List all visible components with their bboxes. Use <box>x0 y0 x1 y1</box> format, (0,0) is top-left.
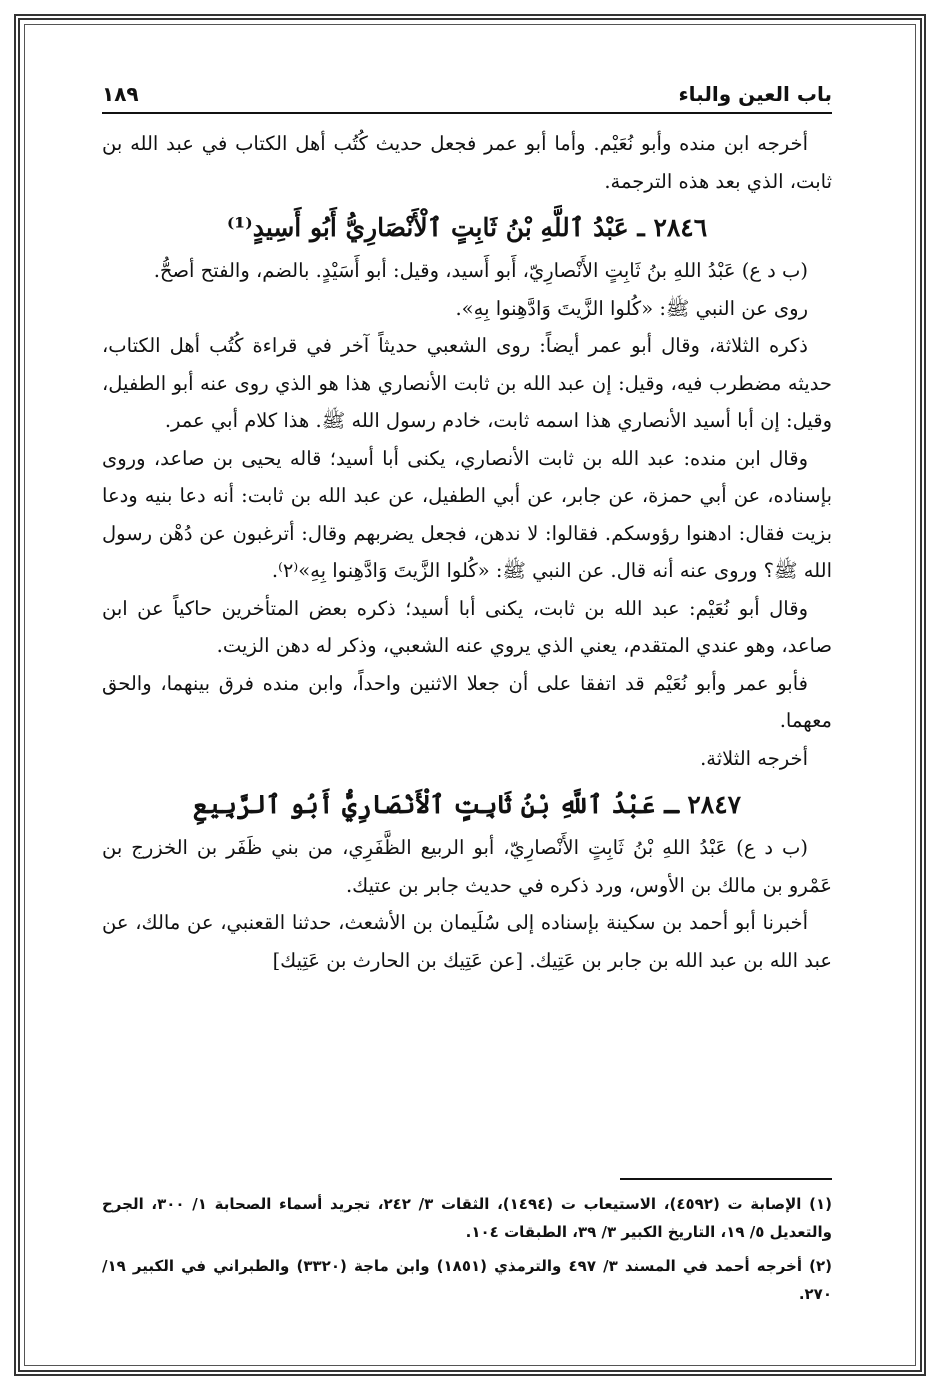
footnotes <box>102 1190 832 1314</box>
paragraph-2: (ب د ع) عَبْدُ اللهِ بنُ ثَابِتٍ الأَنْصارِيّ، أَبو أَسيد، وقيل: أبو أَسَيْدٍ. بالضم، والفتح أصحُّ. <box>153 259 808 282</box>
paragraph-4: ذكره الثلاثة، وقال أبو عمر أيضاً: روى الشعبي حديثاً آخر في قراءة كُتُب أهل الكتاب، حديثه مضطرب فيه، وقيل: إن عبد الله بن ثابت الأنصاري هذا هو الذي روى عنه أبو الطفيل، وقيل: إن أبا أسيد الأنصاري هذا اسمه ثابت، خادم رسول الله ﷺ. هذا كلام أبي عمر. <box>102 334 832 432</box>
paragraph-6: وقال أبو نُعَيْم: عبد الله بن ثابت، يكنى أبا أسيد؛ ذكره بعض المتأخرين حاكياً عن ابن صاعد، وهو عندي المتقدم، يعني الذي يروي عنه الشعبي، وذكر له دهن الزيت. <box>102 596 832 657</box>
paragraph-3: روى عن النبي ﷺ: «كُلوا الزَّيتَ وَادَّهِنوا بِهِ». <box>455 296 808 320</box>
paragraph-8: أخرجه الثلاثة. <box>700 746 808 770</box>
page-number: ١٨٩ <box>102 82 139 106</box>
paragraph-10: أخبرنا أبو أحمد بن سكينة بإسناده إلى سُلَيمان بن الأشعث، حدثنا القعنبي، عن مالك، عن عبد الله بن عبد الله بن جابر بن عَتِيك. [عن عَتِيك بن الحارث بن عَتِيك] <box>102 911 832 972</box>
paragraph-9: (ب د ع) عَبْدُ اللهِ بْنُ ثَابِتٍ الأَنْصارِيّ، أبو الربيع الظَّفَرِي، من بني ظَفَر بن الخزرج بن عَمْرو بن مالك بن الأوس، ورد ذكره في حديث جابر بن عتيك. <box>102 836 832 897</box>
page-body <box>102 125 832 979</box>
page-header <box>102 76 832 114</box>
footnote-separator <box>620 1178 832 1180</box>
paragraph-5: وقال ابن منده: عبد الله بن ثابت الأنصاري، يكنى أبا أسيد؛ قاله يحيى بن صاعد، وروى بإسناده، عن أبي حمزة، عن جابر، عن أبي الطفيل، عن عبد الله بن ثابت: أنه دعا بنيه ودعا بزيت فقال: ادهنوا رؤوسكم. فقالوا: لا ندهن، فجعل يضربهم وقال: أترغبون عن دُهْن رسول الله ﷺ؟ وروى عنه أنه قال. عن النبي ﷺ: «كُلوا الزَّيتَ وَادَّهِنوا بِهِ»⁽٢⁾. <box>102 446 832 582</box>
paragraph-7: فأبو عمر وأبو نُعَيْم قد اتفقا على أن جعلا الاثنين واحداً، وابن منده فرق بينهما، والحق معهما. <box>102 671 832 732</box>
entry-heading-2846: ٢٨٤٦ ـ عَبْدُ ٱللَّهِ بْنُ ثَابِتٍ ٱلْأَنْصَارِيُّ أَبُو أَسِيدٍ⁽¹⁾ <box>226 213 708 242</box>
entry-heading-2847: ٢٨٤٧ ـ عَبْدُ ٱللَّهِ بْنُ ثَابِتٍ ٱلْأَنْصَارِيُّ أَبُو ٱلرَّبِيعِ <box>192 790 742 819</box>
paragraph-1: أخرجه ابن منده وأبو نُعَيْم. وأما أبو عمر فجعل حديث كُتُب أهل الكتاب في عبد الله بن ثابت، الذي بعد هذه الترجمة. <box>102 132 832 193</box>
footnote-1: (١) الإصابة ت (٤٥٩٢)، الاستيعاب ت (١٤٩٤)، الثقات ٣/ ٢٤٢، تجريد أسماء الصحابة ١/ ٣٠٠، الجرح والتعديل ٥/ ١٩، التاريخ الكبير ٣/ ٣٩، الطبقات ١٠٤. <box>102 1195 833 1241</box>
footnote-2: (٢) أخرجه أحمد في المسند ٣/ ٤٩٧ والترمذي (١٨٥١) وابن ماجة (٣٣٢٠) والطبراني في الكبير ١٩/ ٢٧٠. <box>102 1257 833 1303</box>
chapter-title: باب العين والباء <box>678 82 832 106</box>
